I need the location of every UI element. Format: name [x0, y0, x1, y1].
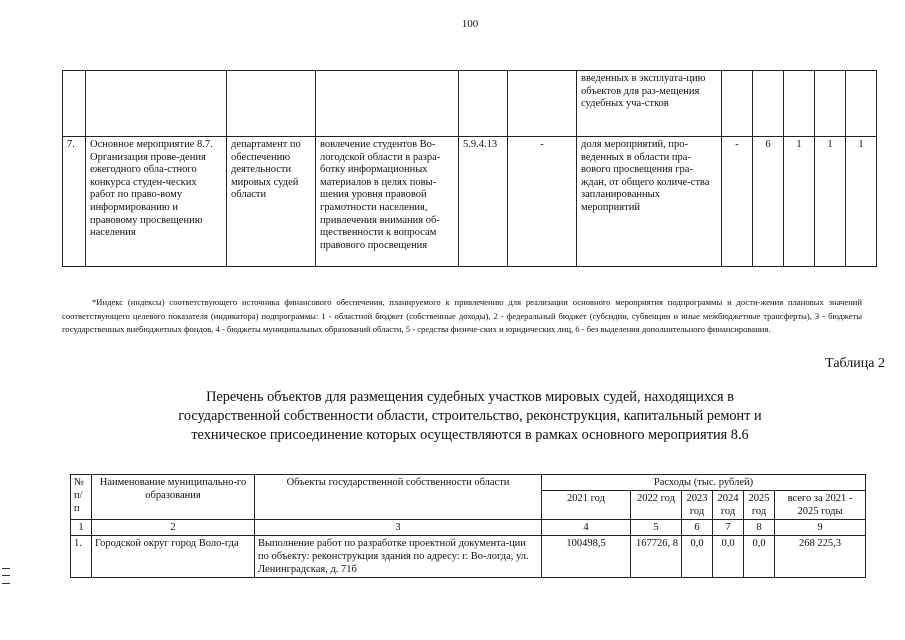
row-number: 7. — [63, 137, 86, 267]
value-cell: - — [722, 137, 753, 267]
expense-2021: 100498,5 — [542, 536, 631, 578]
header-expenses: Расходы (тыс. рублей) — [542, 475, 866, 491]
expense-2025: 0,0 — [744, 536, 775, 578]
code-cell: 5.9.4.13 — [459, 137, 508, 267]
column-index: 3 — [255, 520, 542, 536]
table-label: Таблица 2 — [825, 356, 885, 371]
dash-cell: - — [508, 137, 577, 267]
header-2021: 2021 год — [542, 491, 631, 520]
column-index: 7 — [713, 520, 744, 536]
header-2023: 2023 год — [682, 491, 713, 520]
expense-2023: 0,0 — [682, 536, 713, 578]
column-index: 1 — [71, 520, 92, 536]
header-2022: 2022 год — [631, 491, 682, 520]
header-2025: 2025 год — [744, 491, 775, 520]
column-index: 6 — [682, 520, 713, 536]
header-total: всего за 2021 - 2025 годы — [775, 491, 866, 520]
table-title: Перечень объектов для размещения судебных участков мировых судей, находящихся в государственной собственности области, строительство, реконструкция, капитальный ремонт и техническое присоединение которых осуществляются в рамках основного мероприятия 8.6 — [178, 389, 762, 443]
footnote: *Индекс (индексы) соответствующего источника финансового обеспечения, планируемого к привлечению для реализации основного мероприятия подпрограммы и дости-жения плановых значений соответствующего целевого показателя (индикатора) подпрограммы: 1 - областной бюджет (собственные доходы), 2 - федеральный бюджет (субсидии, субвенции и иные межбюджетные трансферты), 3 - бюджеты государственных внебюджетных фондов, 4 - бюджеты муниципальных образований области, 5 - средства физиче-ских и юридических лиц, 6 - без выделения дополнительного финансирования. — [62, 297, 862, 334]
header-objects: Объекты государственной собственности области — [255, 475, 542, 520]
measure-cell: Основное мероприятие 8.7. Организация прове-дения ежегодного обла-стного конкурса студен-ческих работ по право-вому информированию и правовому просвещению населения — [86, 137, 227, 267]
column-index: 9 — [775, 520, 866, 536]
header-2024: 2024 год — [713, 491, 744, 520]
table-row — [63, 137, 877, 267]
column-index: 5 — [631, 520, 682, 536]
column-index: 2 — [92, 520, 255, 536]
executor-cell: департамент по обеспечению деятельности мировых судей области — [227, 137, 316, 267]
value-cell: 1 — [815, 137, 846, 267]
expense-total: 268 225,3 — [775, 536, 866, 578]
table-row — [63, 71, 877, 137]
expense-2024: 0,0 — [713, 536, 744, 578]
table-row — [71, 536, 866, 578]
page-number: 100 — [461, 18, 479, 30]
margin-mark — [2, 568, 10, 584]
object-cell: Выполнение работ по разработке проектной документа-ции по объекту: реконструкция здания по адресу: г. Во-логда, ул. Ленинградская, д. 71б — [255, 536, 542, 578]
header-name: Наименование муниципально-го образования — [92, 475, 255, 520]
table-header-row — [71, 475, 866, 491]
indicator-cell: введенных в эксплуата-цию объектов для раз-мещения судебных уча-стков — [577, 71, 722, 137]
description-cell: вовлечение студентов Во-логодской области в разра-ботку информационных материалов в целях повы-шения уровня правовой грамотности населения, привлечения внимания об-щественности к вопросам правового просвещения — [316, 137, 459, 267]
column-index: 8 — [744, 520, 775, 536]
objects-table — [70, 474, 866, 578]
value-cell: 1 — [784, 137, 815, 267]
column-index-row — [71, 520, 866, 536]
municipality-cell: Городской округ город Воло-гда — [92, 536, 255, 578]
header-num: № п/п — [71, 475, 92, 520]
value-cell: 6 — [753, 137, 784, 267]
value-cell: 1 — [846, 137, 877, 267]
row-number: 1. — [71, 536, 92, 578]
measures-table — [62, 70, 877, 267]
indicator-cell: доля мероприятий, про-веденных в области пра-вового просвещения гра-ждан, от общего количе-ства запланированных мероприятий — [577, 137, 722, 267]
expense-2022: 167726, 8 — [631, 536, 682, 578]
column-index: 4 — [542, 520, 631, 536]
